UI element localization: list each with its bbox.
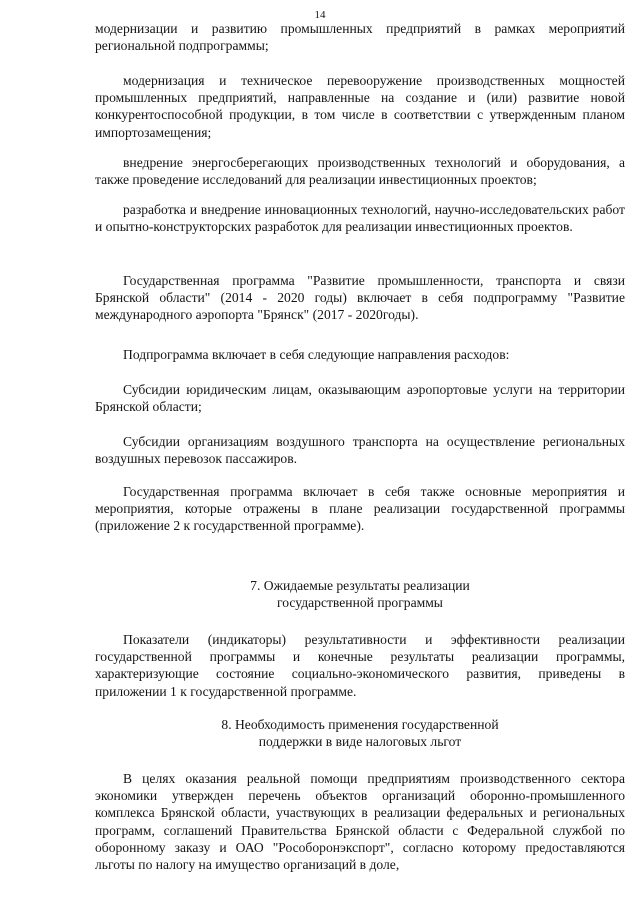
- page-number: 14: [314, 9, 326, 21]
- paragraph-3: внедрение энергосберегающих производственных технологий и оборудования, а также проведение исследований для реализации инвестиционных проектов;: [95, 155, 625, 188]
- paragraph-8: Субсидии организациям воздушного транспорта на осуществление региональных воздушных перевозок пассажиров.: [95, 434, 625, 467]
- section-7-heading-line-1: 7. Ожидаемые результаты реализации: [250, 578, 470, 593]
- paragraph-10: Показатели (индикаторы) результативности и эффективности реализации государственной программы и конечные результаты реализации программы, характеризующие состояние социально-экономического развития, приведены в приложении 1 к государственной программе.: [95, 632, 625, 699]
- paragraph-1: модернизации и развитию промышленных предприятий в рамках мероприятий региональной подпрограммы;: [95, 21, 625, 54]
- paragraph-5: Государственная программа "Развитие промышленности, транспорта и связи Брянской области" (2014 - 2020 годы) включает в себя подпрограмму "Развитие международного аэропорта "Брянск" (2017 - 2020годы).: [95, 273, 625, 323]
- section-8-heading-line-1: 8. Необходимость применения государственной: [221, 717, 499, 732]
- paragraph-9: Государственная программа включает в себя также основные мероприятия и мероприятия, которые отражены в плане реализации государственной программы (приложение 2 к государственной программе).: [95, 484, 625, 534]
- section-8-heading: [95, 716, 625, 750]
- section-8-heading-line-2: поддержки в виде налоговых льгот: [258, 734, 462, 750]
- paragraph-11: В целях оказания реальной помощи предприятиям производственного сектора экономики утвержден перечень объектов организаций оборонно-промышленного комплекса Брянской области, участвующих в реализации федеральных и региональных программ, соглашений Правительства Брянской области с Федеральной службой по оборонному заказу и ОАО "Рособоронэкспорт", согласно которому предоставляются льготы по налогу на имущество организаций в доле,: [95, 771, 625, 873]
- paragraph-6: Подпрограмма включает в себя следующие направления расходов:: [123, 347, 510, 362]
- paragraph-4: разработка и внедрение инновационных технологий, научно-исследовательских работ и опытно-конструкторских разработок для реализации инвестиционных проектов.: [95, 202, 625, 235]
- paragraph-2: модернизация и техническое перевооружение производственных мощностей промышленных предприятий, направленные на создание и (или) развитие новой конкурентоспособной продукции, в том числе в соответствии с утвержденным планом импортозамещения;: [95, 73, 625, 140]
- section-7-heading-line-2: государственной программы: [277, 595, 443, 611]
- paragraph-7: Субсидии юридическим лицам, оказывающим аэропортовые услуги на территории Брянской области;: [95, 382, 625, 415]
- section-7-heading: [95, 577, 625, 611]
